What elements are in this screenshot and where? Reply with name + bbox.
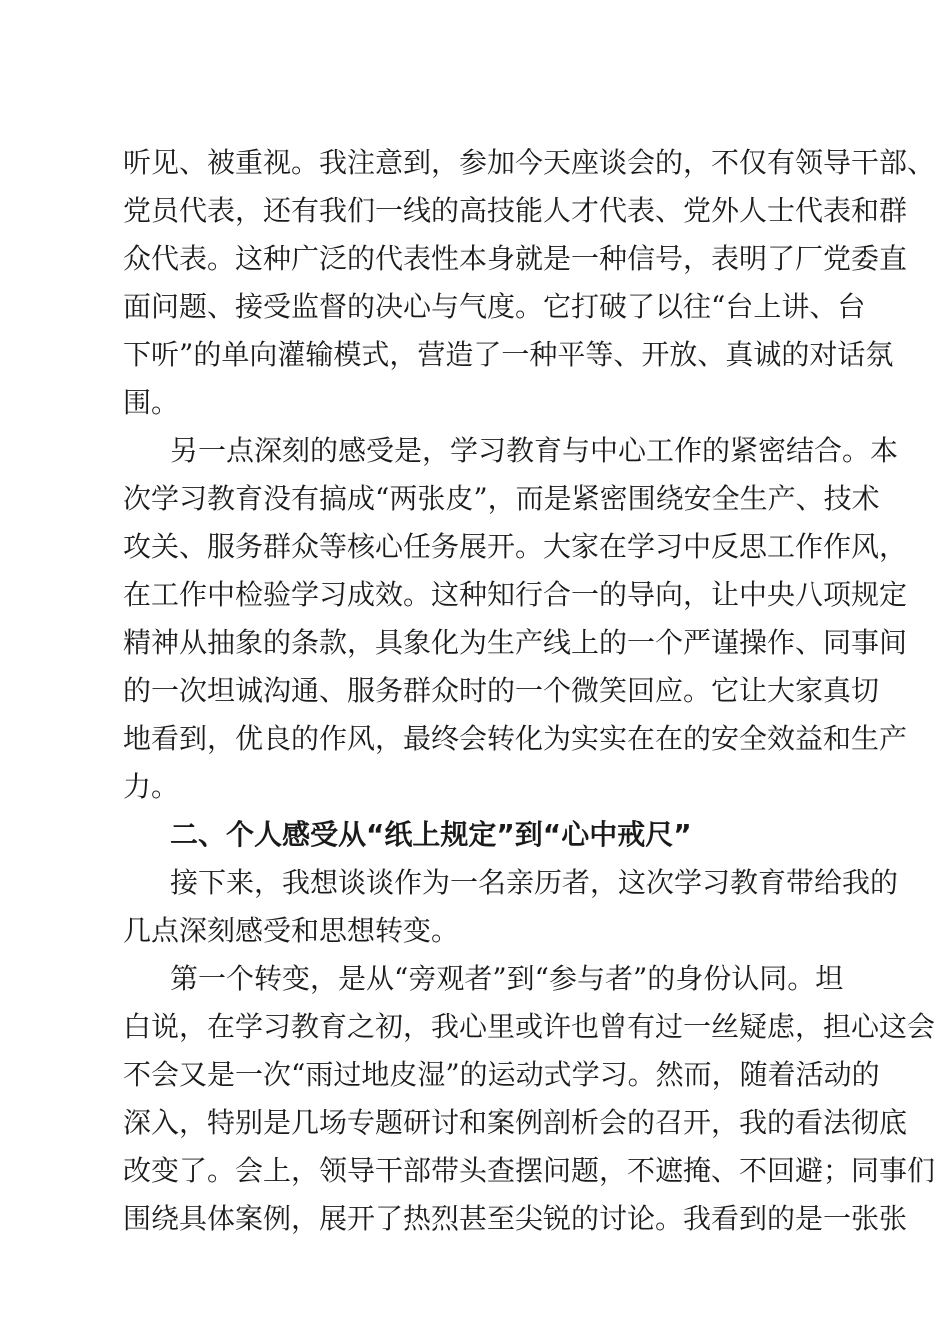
text-line: 围绕具体案例，展开了热烈甚至尖锐的讨论。我看到的是一张张 [123, 1202, 908, 1235]
text-line: 精神从抽象的条款，具象化为生产线上的一个严谨操作、同事间 [123, 626, 908, 659]
paragraph-first-line: 接下来，我想谈谈作为一名亲历者，这次学习教育带给我的 [170, 866, 899, 899]
section-heading: 二、个人感受从“纸上规定”到“心中戒尺” [170, 818, 692, 851]
text-line: 下听”的单向灌输模式，营造了一种平等、开放、真诚的对话氛 [123, 338, 894, 371]
text-line: 听见、被重视。我注意到，参加今天座谈会的，不仅有领导干部、 [123, 146, 936, 179]
text-line: 的一次坦诚沟通、服务群众时的一个微笑回应。它让大家真切 [123, 674, 880, 707]
text-line: 攻关、服务群众等核心任务展开。大家在学习中反思工作作风， [123, 530, 908, 563]
text-line: 力。 [123, 770, 180, 803]
text-line: 几点深刻感受和思想转变。 [123, 914, 460, 947]
text-line: 在工作中检验学习成效。这种知行合一的导向，让中央八项规定 [123, 578, 908, 611]
text-line: 围。 [123, 386, 180, 419]
text-line: 深入，特别是几场专题研讨和案例剖析会的召开，我的看法彻底 [123, 1106, 908, 1139]
text-line: 次学习教育没有搞成“两张皮”，而是紧密围绕安全生产、技术 [123, 482, 880, 515]
text-line: 改变了。会上，领导干部带头查摆问题，不遮掩、不回避；同事们 [123, 1154, 936, 1187]
text-line: 党员代表，还有我们一线的高技能人才代表、党外人士代表和群 [123, 194, 908, 227]
paragraph-first-line: 另一点深刻的感受是，学习教育与中心工作的紧密结合。本 [170, 434, 899, 467]
text-line: 地看到，优良的作风，最终会转化为实实在在的安全效益和生产 [123, 722, 908, 755]
paragraph-first-line: 第一个转变，是从“旁观者”到“参与者”的身份认同。坦 [170, 962, 844, 995]
text-line: 不会又是一次“雨过地皮湿”的运动式学习。然而，随着活动的 [123, 1058, 880, 1091]
text-line: 面问题、接受监督的决心与气度。它打破了以往“台上讲、台 [123, 290, 866, 323]
text-line: 众代表。这种广泛的代表性本身就是一种信号，表明了厂党委直 [123, 242, 908, 275]
text-line: 白说，在学习教育之初，我心里或许也曾有过一丝疑虑，担心这会 [123, 1010, 936, 1043]
